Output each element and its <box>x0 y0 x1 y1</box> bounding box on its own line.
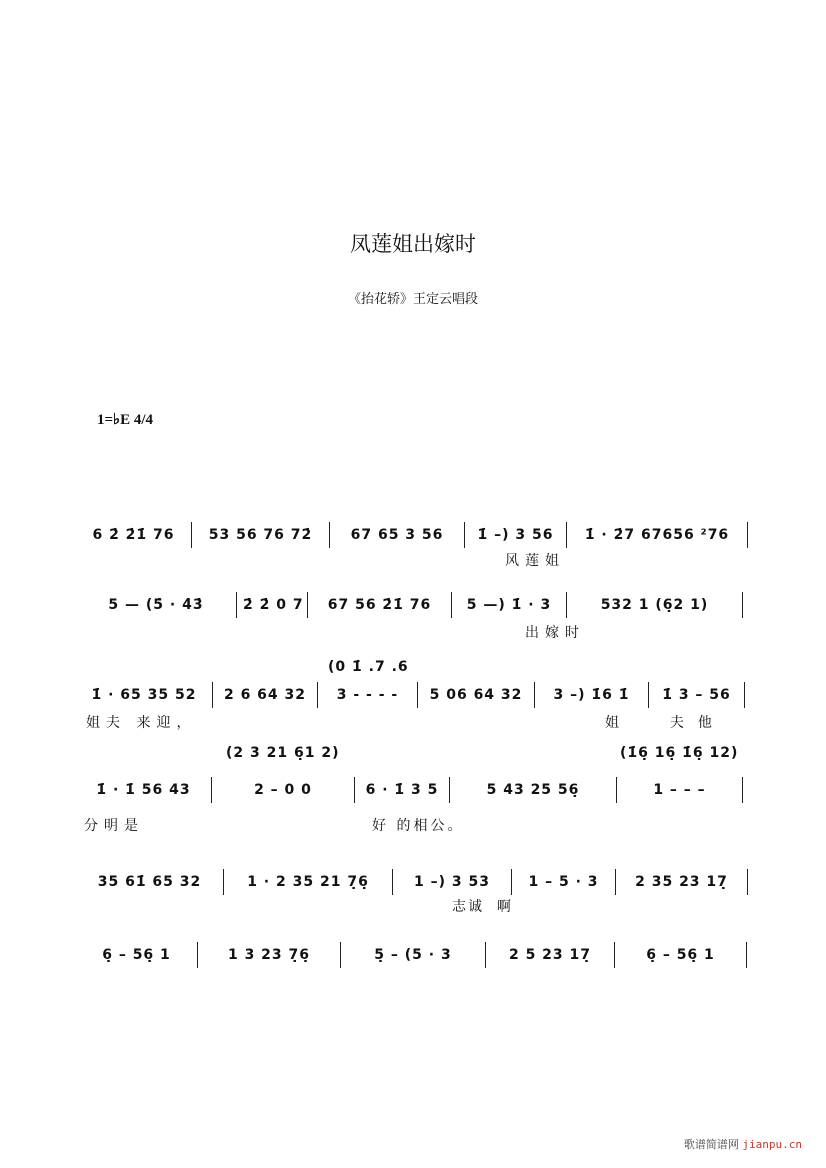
measure: 2 5 23 17̣ <box>486 942 615 968</box>
instrumental-annotation: (0 1̇ .7 .6 <box>328 659 409 675</box>
measure: 5 43 25 56̣ <box>450 777 617 803</box>
measure: 67 65 3 56 <box>330 522 465 548</box>
measure: 67 56 2̇1̇ 76 <box>308 592 452 618</box>
measure: 5 —) 1̇ · 3 <box>452 592 567 618</box>
instrumental-annotation: (1̇6̣ 16̣ 1̇6̣ 12) <box>620 745 739 761</box>
measure: 532 1 (6̣2 1) <box>567 592 743 618</box>
lyrics-line-4a: 分明是 <box>84 818 144 834</box>
measure: 1̇ · 2̇7 67656 ²76 <box>567 522 748 548</box>
measure: 2̇ 2̇ 0 7 <box>237 592 308 618</box>
score-line-5 <box>82 869 748 895</box>
measure: 6 · 1̇ 3 5 <box>355 777 450 803</box>
measure: 1 · 2 35 21 7̣6̣ <box>224 869 393 895</box>
watermark <box>684 1136 802 1152</box>
score-line-3 <box>82 682 745 708</box>
score-line-1 <box>82 522 748 548</box>
measure: 1 –) 3 53 <box>393 869 512 895</box>
measure: 2 35 23 17̣ <box>616 869 748 895</box>
measure: 5 06 64 32 <box>418 682 535 708</box>
measure: 1 – – – <box>617 777 743 803</box>
score-line-6 <box>82 942 747 968</box>
measure: 1 3 23 7̣6̣ <box>198 942 341 968</box>
score-line-2 <box>82 592 743 618</box>
measure: 2 6 64 32 <box>213 682 318 708</box>
lyrics-line-1: 风莲姐 <box>505 553 565 569</box>
measure: 1̇ · 1̇ 56 43 <box>82 777 212 803</box>
lyrics-line-3b: 姐 夫他 <box>605 715 726 731</box>
key-signature: 1=♭E 4/4 <box>97 412 154 428</box>
measure: 6 2̇ 2̇1̇ 76 <box>82 522 192 548</box>
lyrics-line-3a: 姐夫 来迎， <box>86 715 197 731</box>
measure: 1̇ –) 3 56 <box>465 522 567 548</box>
measure: 35 61̇ 65 32 <box>82 869 224 895</box>
measure: 6̣ – 56̣ 1 <box>615 942 747 968</box>
measure: 3 –) 1̇6 1̇ <box>535 682 649 708</box>
watermark-url: jianpu.cn <box>742 1138 802 1151</box>
watermark-cn: 歌谱简谱网 <box>683 1138 739 1151</box>
measure: 53 56 76 72̇ <box>192 522 330 548</box>
instrumental-annotation: (2 3 21 6̣1 2) <box>226 745 340 761</box>
measure: 5̣ – (5 · 3 <box>341 942 486 968</box>
song-title: 凤莲姐出嫁时 <box>350 232 476 256</box>
song-subtitle: 《抬花轿》王定云唱段 <box>347 292 478 307</box>
measure: 3 - - - - <box>318 682 418 708</box>
measure: 1̇ · 65 35 52 <box>82 682 213 708</box>
lyrics-line-4b: 好 的相公。 <box>372 818 465 834</box>
measure: 6̣ – 56̣ 1 <box>82 942 198 968</box>
score-line-4 <box>82 777 743 803</box>
measure: 1̇ 3 – 56 <box>649 682 745 708</box>
measure: 1 – 5 · 3 <box>512 869 616 895</box>
lyrics-line-5: 志诚 啊 <box>452 899 513 915</box>
measure: 2 – 0 0 <box>212 777 355 803</box>
measure: 5 — (5̇ · 4̇3̇ <box>82 592 237 618</box>
lyrics-line-2: 出嫁时 <box>525 625 585 641</box>
